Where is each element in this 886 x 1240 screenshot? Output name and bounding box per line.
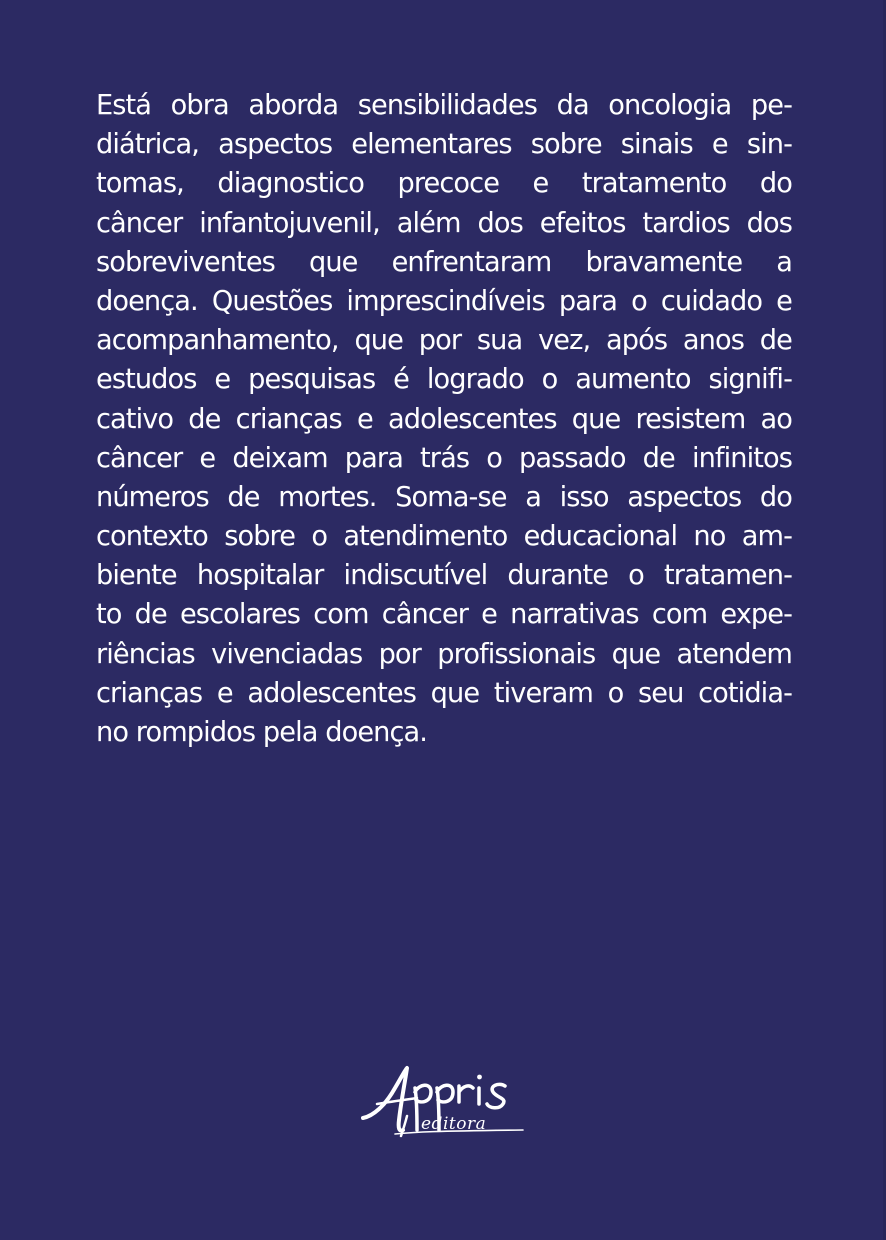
synopsis-line: to de escolares com câncer e narrativas com expe- (96, 599, 792, 631)
synopsis-line: acompanhamento, que por sua vez, após anos de (96, 325, 792, 357)
synopsis-line: câncer infantojuvenil, além dos efeitos tardios dos (96, 207, 792, 239)
synopsis-line: Está obra aborda sensibilidades da oncologia pe- (96, 90, 792, 121)
logo-subtitle: editora (421, 1114, 487, 1134)
synopsis-line: sobreviventes que enfrentaram bravamente a (96, 246, 792, 278)
synopsis-line: no rompidos pela doença. (96, 717, 428, 748)
synopsis-line: tomas, diagnostico precoce e tratamento do (96, 168, 792, 200)
synopsis-line: diátrica, aspectos elementares sobre sinais e sin- (96, 129, 792, 161)
synopsis-line: crianças e adolescentes que tiveram o seu cotidia- (96, 677, 792, 709)
synopsis-line: câncer e deixam para trás o passado de infinitos (96, 442, 792, 474)
appris-logo-icon (355, 1058, 535, 1148)
synopsis-line: riências vivenciadas por profissionais que atendem (96, 638, 792, 670)
synopsis-line: doença. Questões imprescindíveis para o cuidado e (96, 285, 792, 317)
synopsis-line: estudos e pesquisas é logrado o aumento signifi- (96, 364, 792, 396)
synopsis-line: números de mortes. Soma-se a isso aspectos do (96, 481, 792, 513)
synopsis-line: contexto sobre o atendimento educacional no am- (96, 521, 792, 553)
synopsis-line: cativo de crianças e adolescentes que resistem ao (96, 403, 792, 435)
synopsis-line: biente hospitalar indiscutível durante o tratamen- (96, 560, 792, 592)
book-synopsis (96, 86, 792, 752)
appris-editora-logo (355, 1058, 535, 1148)
